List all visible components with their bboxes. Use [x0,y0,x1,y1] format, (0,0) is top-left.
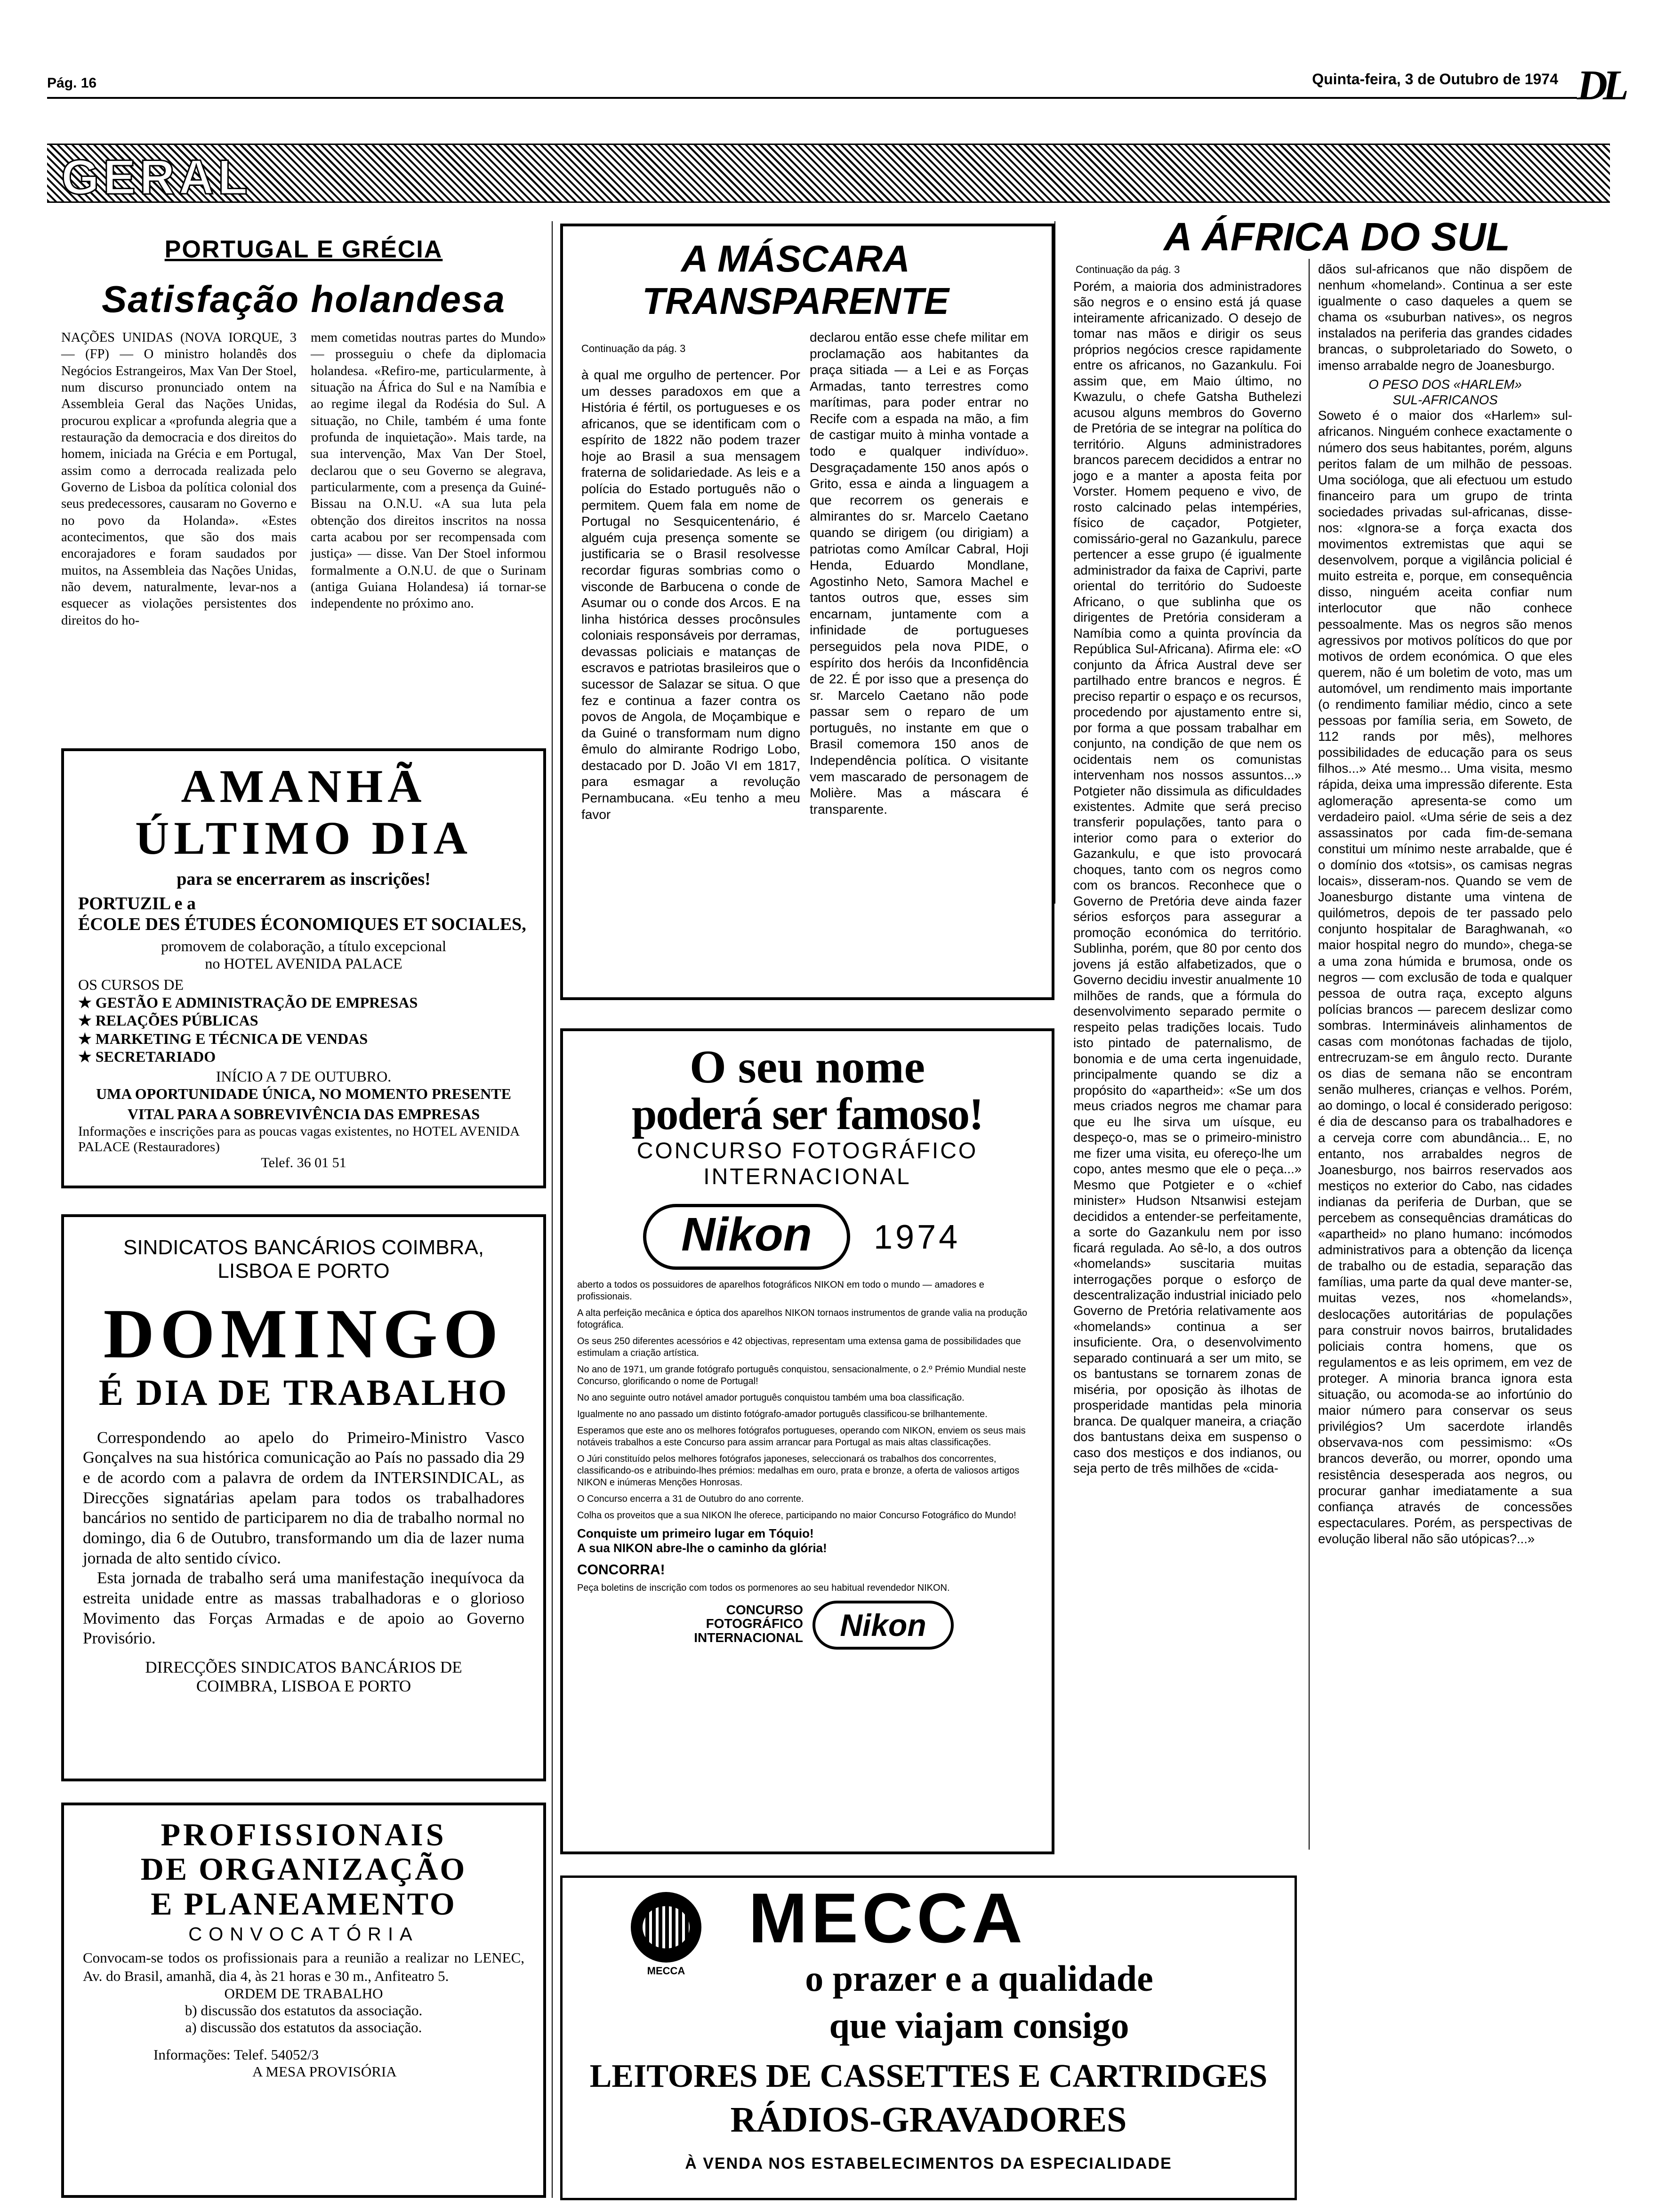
nikon-footer-logo: Nikon [812,1601,954,1650]
mask-headline: A MÁSCARA TRANSPARENTE [642,238,949,322]
nikon-contest-2: INTERNACIONAL [703,1164,911,1189]
nikon-headline-2: poderá ser famoso! [631,1089,983,1139]
course-list [78,994,529,1066]
mecca-brand: MECCA [748,1878,1026,1957]
section-title: GERAL [61,150,251,205]
professionals-line-1: PROFISSIONAIS [161,1817,447,1852]
greece-headline: Satisfação holandesa [101,278,506,320]
professionals-line-2: DE ORGANIZAÇÃO [140,1851,467,1887]
nikon-item: No ano de 1971, um grande fotógrafo português conquistou, sensacionalmente, o 2.º Prémio Mundial neste Concurso, glorificando o nome de Portugal! [577,1364,1026,1387]
nikon-item: O Concurso encerra a 31 de Outubro do ano corrente. [577,1493,804,1504]
nikon-logo-row [577,1199,1038,1274]
professionals-ad [61,1803,546,2198]
nikon-item: A alta perfeição mecânica e óptica dos aparelhos NIKON tornaos instrumentos de grande valia na produção fotográfica. [577,1307,1028,1330]
course-ad-org1: PORTUZIL e a [78,894,196,914]
mecca-ad [560,1875,1297,2200]
course-ad-info: Informações e inscrições para as poucas vagas existentes, no HOTEL AVENIDA PALACE (Restauradores) [78,1123,519,1154]
nikon-item: Os seus 250 diferentes acessórios e 42 objectivas, representam uma extensa gama de possibilidades que estimulam a criação artística. [577,1336,1021,1358]
africa-column-2a: dãos sul-africanos que não dispõem de nenhum «homeland». Continua a ser este igualmente o caso daqueles a quem se chama os «suburban natives», os negros instalados na periferia das grandes cidades brancas, o subproletariado do Soweto, o imenso arrabalde negro de Joanesburgo. [1318,262,1572,373]
professionals-agenda-2: a) discussão dos estatutos da associação. [185,2019,422,2036]
professionals-line-3: E PLANEAMENTO [151,1885,457,1922]
course-ad-vital: VITAL PARA A SOBREVIVÊNCIA DAS EMPRESAS [127,1105,480,1122]
star-icon: ★ [78,1012,96,1029]
course-ad-courses-label: OS CURSOS DE [78,976,184,993]
mecca-logo-label: MECCA [647,1965,685,1977]
africa-continuation: Continuação da pág. 3 [1076,264,1180,275]
mecca-product-1: LEITORES DE CASSETTES E CARTRIDGES [589,2058,1268,2094]
course-item: ★ MARKETING E TÉCNICA DE VENDAS [78,1030,368,1047]
course-item: ★ GESTÃO E ADMINISTRAÇÃO DE EMPRESAS [78,994,418,1011]
professionals-info: Informações: Telef. 54052/3 [153,2046,319,2063]
nikon-contest-1: CONCURSO FOTOGRÁFICO [636,1138,978,1163]
course-ad-subtitle: para se encerrarem as inscrições! [177,869,431,889]
course-ad [61,748,546,1188]
course-ad-venue: no HOTEL AVENIDA PALACE [205,955,402,972]
nikon-cta-1: Conquiste um primeiro lugar em Tóquio! [577,1526,814,1540]
star-icon: ★ [78,1048,96,1066]
mecca-tagline-1: o prazer e a qualidade [805,1958,1153,1999]
professionals-sign: A MESA PROVISÓRIA [252,2063,397,2080]
nikon-item: Esperamos que este ano os melhores fotógrafos portugueses, operando com NIKON, enviem os seus mais notáveis trabalhos a este Concurso para assim arrancar para Portugal as mais altas classificações. [577,1425,1026,1448]
nikon-items [577,1279,1038,1522]
africa-column-2b: Soweto é o maior dos «Harlem» sul-africanos. Ninguém conhece exactamente o número dos seus habitantes, porém, alguns peritos falam de um milhão de pessoas. Uma socióloga, que ali efectuou um estudo financeiro para um grupo de trinta sociedades privadas sul-africanas, disse-nos: «Ignora-se a força exacta dos movimentos extremistas que aqui se desenvolvem, porque a vigilância policial é muito estreita e, porque, em consequência disso, ninguém aceita confiar num interlocutor que não conhece pessoalmente. Mas os negros são menos agressivos por motivos políticos do que por motivos de ordem económica. O que eles querem, não é um boletim de voto, mas um automóvel, um rendimento mais importante (o rendimento familiar médio, cinco a sete pessoas por família seria, em Soweto, de 112 rands por mês), melhores possibilidades de educação para os seus filhos...» Até mesmo... Uma visita, mesmo rápida, deixa uma impressão diferente. Esta aglomeração apresenta-se como um verdadeiro paiol. «Uma série de seis a dez assassinatos por cada fim-de-semana constitui um mínimo neste arrabalde, que é o domínio dos «totsis», os camisas negras locais», disseram-nos. Quando se vem de Joanesburgo distante uma vintena de quilómetros, depois de ter passado pelo conjunto hospitalar de Baraghwanah, «o maior hospital negro do mundo», chega-se a uma zona húmida e brumosa, onde os negros — com exclusão de toda e qualquer pessoa de outra raça, excepto alguns polícias brancos — parecem deslizar como sombras. Intermináveis alinhamentos de casas com monótonas fachadas de tijolo, entrecruzam-se em ângulo recto. Durante os dias de semana não se encontram senão mulheres, crianças e velhos. Porém, ao domingo, o local é considerado perigoso: é dia de descanso para os trabalhadores e a cerveja corre com abundância... E, no entanto, nos arrabaldes negros de Joanesburgo, nos bairros reservados aos mestiços no exterior do Cabo, nas cidades indianas da periferia de Durban, que se percebem as consequências dramáticas do «apartheid» no plano humano: incómodos administrativos para a obtenção da licença de trabalho ou de estadia, separação das famílias, uma parte da qual deve manter-se, muitas vezes, nos «homelands», deslocações autoritárias de populações para construir novos bairros, brutalidades policiais contra homens, que os regulamentos e as leis oprimem, em vez de proteger. A minoria branca ignora esta situação, ou acomoda-se ao infortúnio do maior número para conservar os seus privilégios? Um sacerdote irlandês observava-nos com pessimismo: «Os brancos deverão, ou morrer, opondo uma resistência desesperada aos negros, ou procurar ganhar imediatamente a sua confiança através de concessões espectaculares. Porém, as perspectivas de evolução liberal não são utópicas?...» [1318,408,1572,1546]
unions-header: SINDICATOS BANCÁRIOS COIMBRA, LISBOA E PORTO [123,1236,484,1282]
star-icon: ★ [78,994,96,1011]
africa-subhead-1: O PESO DOS «HARLEM» [1368,377,1522,392]
nikon-item: No ano seguinte outro notável amador português conquistou também uma boa classificação. [577,1392,965,1403]
africa-headline: A ÁFRICA DO SUL [1164,215,1510,259]
africa-column-2 [1318,261,1572,1547]
unions-paragraph-1: Correspondendo ao apelo do Primeiro-Ministro Vasco Gonçalves na sua histórica comunicação ao País no passado dia 29 e de acordo com a palavra de ordem da INTERSINDICAL, as Direcções signatárias apelam para todos os trabalhadores bancários no sentido de participarem no dia de trabalho normal no domingo, dia 6 de Outubro, transformando um dia de lazer numa jornada de alto sentido cívico. [83,1428,524,1567]
nikon-cta-2: A sua NIKON abre-lhe o caminho da glória! [577,1540,827,1555]
unions-title-2: É DIA DE TRABALHO [98,1371,509,1413]
africa-subhead-2: SUL-AFRICANOS [1392,392,1498,407]
star-icon: ★ [78,1030,96,1047]
header-rule [47,97,1577,99]
course-ad-promo: promovem de colaboração, a título excepcional [161,938,446,954]
nikon-coupon: Peça boletins de inscrição com todos os pormenores ao seu habitual revendedor NIKON. [577,1582,950,1593]
nikon-footer-text: CONCURSO FOTOGRÁFICO INTERNACIONAL [694,1602,803,1645]
greece-column-1: NAÇÕES UNIDAS (NOVA IORQUE, 3 — (FP) — O ministro holandês dos Negócios Estrangeiros, Max Van Der Stoel, num discurso pronunciado ontem na Assembleia Geral das Nações Unidas, procurou explicar a «profunda alegria que a restauração da democracia e dos direitos do homem, iniciada na Grécia e em Portugal, assim como a derrocada realizada pelo Governo de Lisboa da política colonial dos seus predecessores, causaram no Governo e no povo da Holanda». «Estes acontecimentos, que são dos mais encorajadores e foram saudados por muitos, na Assembleia das Nações Unidas, não devem, naturalmente, levar-nos a esquecer as violações persistentes dos direitos do ho- [61,330,297,628]
page-number: Pág. 16 [47,75,97,91]
course-ad-opportunity: UMA OPORTUNIDADE ÚNICA, NO MOMENTO PRESENTE [96,1085,511,1102]
africa-column-1: Porém, a maioria dos administradores são negros e o ensino está já quase inteiramente africanizado. O desejo de tomar nas mãos e dirigir os seus próprios negócios cresce rapidamente entre os africanos, no Gazankulu. Foi assim que, em Maio último, no Kwazulu, o chefe Gatsha Buthelezi acusou alguns membros do Governo de Pretória de se integrar na política do território. Alguns administradores brancos parecem decididos a entrar no jogo e a manter a aposta feita por Vorster. Homem pequeno e vivo, de rosto calcinado pelas intempéries, físico de caçador, Potgieter, comissário-geral no Gazankulu, parece pertencer a esse grupo (é igualmente administrador da faixa de Caprivi, parte oriental do território do Sudoeste Africano, o que sublinha que os dirigentes de Pretória consideram a Namíbia como a quinta província da República Sul-Africana). Afirma ele: «O conjunto da África Austral deve ser partilhado entre brancos e negros. É preciso repartir o espaço e os recursos, procedendo por ajustamento entre si, por forma a que possam trabalhar em conjunto, na condição de que nem os ocidentais nem os comunistas intervenham nos nossos assuntos...» Potgieter não dissimula as dificuldades existentes. Admite que será preciso transferir populações, tanto para o interior como para o exterior do Gazankulu, e que isto provocará choques, tanto com os negros como com os brancos. Reconhece que o Governo de Pretória deve ainda fazer sérios esforços para assegurar a promoção económica do território. Sublinha, porém, que 80 por cento dos jovens já estão alfabetizados, que o Governo decidiu investir anualmente 10 milhões de rands, que a fórmula do desenvolvimento separado permite o respeito pelas tradições locais. Tudo isto pintado de paternalismo, de bonomia e de uma certa ingenuidade, principalmente quando se diz a propósito do «apartheid»: «Se um dos meus criados negros me chamar para que eu lhe sirva um uísque, eu despeço-o, mas se o primeiro-ministro me fizer uma visita, eu ofereço-lhe um copo, antes mesmo que ele o peça...» Mesmo que Potgieter e o «chief minister» Hudson Ntsanwisi estejam decididos a entender-se perfeitamente, a sorte do Gazankulu nem por isso ficará regulada. Ao sê-lo, a dos outros «homelands» suscitaria muitas interrogações porque o esforço de descentralização industrial iniciado pelo Governo de Pretória relativamente aos «homelands» continua a ser insuficiente. Ora, o desenvolvimento separado continuará a ser um mito, se os bantustans se tornarem zonas de miséria, por oposição às ilhotas de prosperidade mantidas pela minoria branca. De qualquer maneira, a criação dos bantustans deixa em suspenso o caso dos mestiços e dos indianos, ou seja perto de três milhões de «cida- [1073,279,1302,1476]
mecca-availability: À VENDA NOS ESTABELECIMENTOS DA ESPECIALIDADE [685,2155,1172,2172]
mask-column-2: declarou então esse chefe militar em proclamação aos habitantes da praça sitiada — a Lei e as Forças Armadas, tanto terrestres como marítimas, para poder entrar no Recife com a espada na mão, a fim de castigar muito à minha vontade a todo e qualquer indivíduo». Desgraçadamente 150 anos após o Grito, essa e ainda a linguagem a que recorrem os generais e almirantes do sr. Marcelo Caetano quando se dirigem (ou dirigiam) a patriotas como Amílcar Cabral, Hoji Henda, Eduardo Mondlane, Agostinho Neto, Samora Machel e tantos outros que, esses sim encarnam, juntamente com a infinidade de portugueses perseguidos pela nova PIDE, o espírito dos heróis da Inconfidência de 22. É por isso que a presença do sr. Marcelo Caetano não pode passar sem o reparo de um português, no instante em que o Brasil comemora 150 anos de Independência política. O visitante vem mascarado de personagem de Molière. Mas a máscara é transparente. [810,330,1029,817]
professionals-agenda-title: ORDEM DE TRABALHO [224,1985,383,2002]
course-item: ★ SECRETARIADO [78,1048,216,1066]
course-ad-title: AMANHÃ ÚLTIMO DIA [135,760,472,864]
professionals-label: CONVOCATÓRIA [188,1924,419,1945]
unions-title-1: DOMINGO [103,1295,504,1373]
nikon-item: aberto a todos os possuidores de aparelhos fotográficos NIKON em todo o mundo — amadores e profissionais. [577,1279,984,1302]
nikon-headline-1: O seu nome [690,1041,925,1093]
mecca-globe-pattern [643,1906,690,1948]
unions-ad [61,1214,546,1781]
course-ad-org2: ÉCOLE DES ÉTUDES ÉCONOMIQUES ET SOCIALES, [78,914,526,934]
nikon-item: Igualmente no ano passado um distinto fotógrafo-amador português classificou-se brilhantemente. [577,1409,988,1419]
nikon-item: Colha os proveitos que a sua NIKON lhe oferece, participando no maior Concurso Fotográfico do Mundo! [577,1510,1016,1521]
nikon-item: O Júri constituído pelos melhores fotógrafos japoneses, seleccionará os trabalhos dos concorrentes, classificando-os e atribuindo-lhes prémios: medalhas em ouro, prata e bronze, a oferta de valiosos artigos NIKON e inúmeras Menções Honrosas. [577,1453,1020,1488]
section-banner [47,144,1610,203]
mecca-product-2: RÁDIOS-GRAVADORES [730,2100,1127,2140]
nikon-year: 1974 [874,1218,961,1256]
course-ad-start: INÍCIO A 7 DE OUTUBRO. [216,1067,392,1085]
newspaper-logo: DL [1577,62,1624,109]
issue-date: Quinta-feira, 3 de Outubro de 1974 [1312,71,1558,88]
nikon-logo: Nikon [681,1208,812,1261]
greece-column-2: mem cometidas noutras partes do Mundo» — prosseguiu o chefe da diplomacia holandesa. «Refiro-me, particularmente, à situação na África do Sul e na Namíbia e ao regime ilegal da Rodésia do Sul. A situação, no Chile, também é uma fonte profunda de inquietação». Mais tarde, na sua intervenção, Max Van Der Stoel, declarou que o seu Governo se alegrava, particularmente, com a presença da Guiné-Bissau na O.N.U. «A sua luta pela obtenção dos direitos inscritos na nossa carta acabou por ser recompensada com justiça» — disse. Van Der Stoel informou formalmente a O.N.U. de que o Surinam (antiga Guiana Holandesa) iá tornar-se independente no próximo ano. [311,330,546,611]
course-item: ★ RELAÇÕES PÚBLICAS [78,1012,258,1029]
mecca-tagline-2: que viajam consigo [829,2005,1129,2046]
course-ad-phone: Telef. 36 01 51 [261,1154,346,1170]
unions-signature: DIRECÇÕES SINDICATOS BANCÁRIOS DE COIMBRA, LISBOA E PORTO [145,1658,462,1696]
column-rule-2 [1054,221,1055,904]
column-rule-1 [552,221,553,2198]
nikon-ad [560,1028,1054,1854]
greece-kicker: PORTUGAL E GRÉCIA [164,236,443,263]
column-rule-3 [1309,259,1310,1850]
nikon-cta-3: CONCORRA! [577,1562,665,1578]
nikon-footer [577,1598,1038,1659]
professionals-agenda-1: b) discussão dos estatutos da associação. [185,2002,423,2019]
professionals-body: Convocam-se todos os profissionais para a reunião a realizar no LENEC, Av. do Brasil, amanhã, dia 4, às 21 horas e 30 m., Anfiteatro 5. [83,1949,524,1984]
mask-continuation: Continuação da pág. 3 [581,343,686,354]
mask-column-1: à qual me orgulho de pertencer. Por um desses paradoxos em que a História é fértil, os portugueses e os africanos, que se identificam com o espírito de 1822 não podem trazer hoje ao Brasil a sua mensagem fraterna de solidariedade. As leis e a polícia do Estado português não o permitem. Quem fala em nome de Portugal no Sesquicentenário, é alguém cuja presença somente se justificaria se o Brasil resolvesse recordar figuras sombrias como o visconde de Barbucena o conde de Asumar ou o conde dos Arcos. E na linha histórica desses procônsules coloniais responsáveis por derramas, devassas policiais e matanças de escravos e patriotas brasileiros que o sucessor de Salazar se situa. O que fez e continua a fazer contra os povos de Angola, de Moçambique e da Guiné o transformam num digno êmulo do almirante Rodrigo Lobo, destacado por D. João VI em 1817, para esmagar a revolução Pernambucana. «Eu tenho a meu favor [581,368,800,822]
unions-paragraph-2: Esta jornada de trabalho será uma manifestação inequívoca da estreita unidade entre as massas trabalhadoras e o glorioso Movimento das Forças Armadas e de apoio ao Governo Provisório. [83,1569,524,1648]
